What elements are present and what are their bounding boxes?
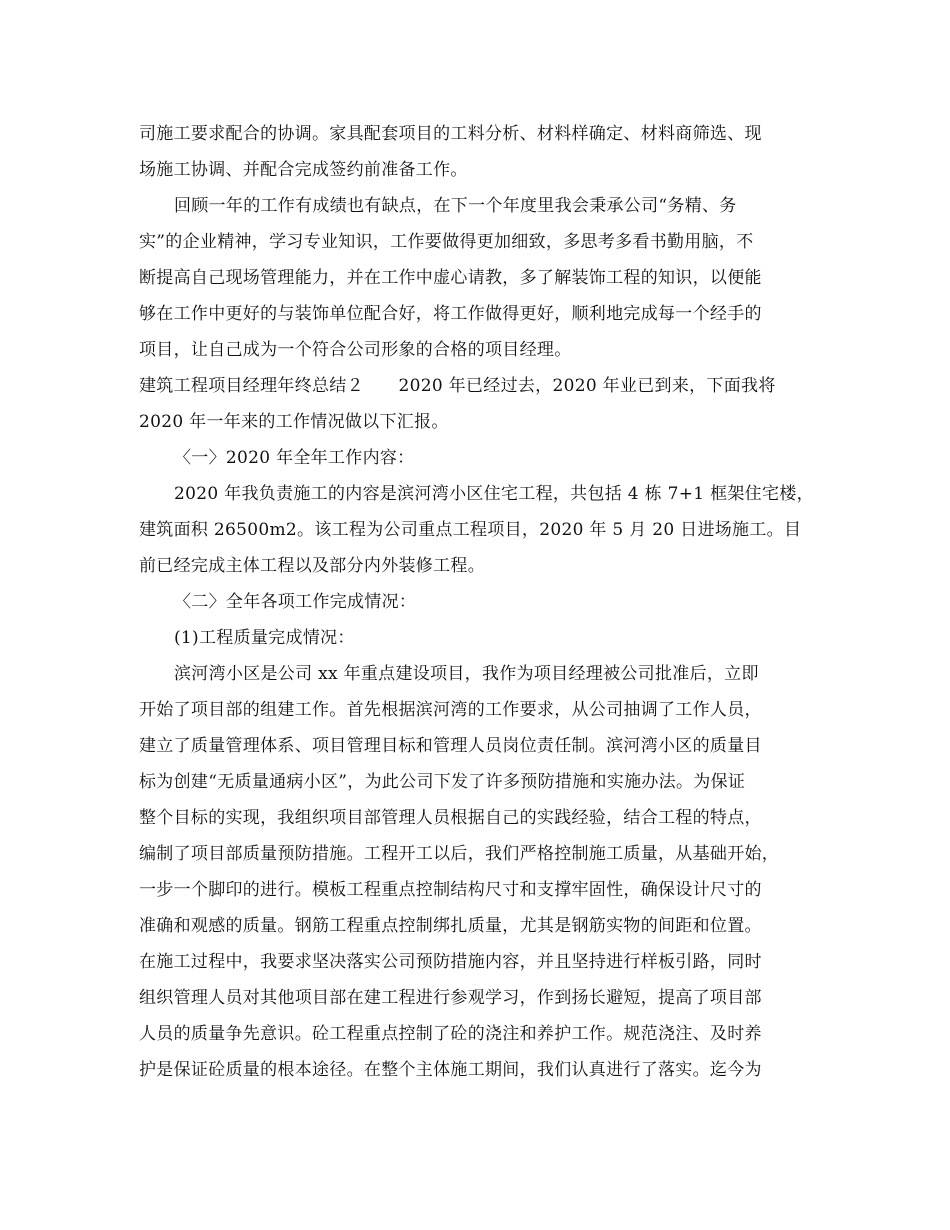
paragraph-line: 护是保证砼质量的根本途径。在整个主体施工期间，我们认真进行了落实。迄今为: [139, 1060, 762, 1080]
paragraph-line: 实”的企业精神，学习专业知识，工作要做得更加细致，多思考多看书勤用脑，不: [139, 232, 754, 252]
paragraph-line: 开始了项目部的组建工作。首先根据滨河湾的工作要求，从公司抽调了工作人员，: [139, 700, 762, 720]
paragraph-line: 建筑面积 26500m2。该工程为公司重点工程项目，2020 年 5 月 20 日进场施工。目: [139, 520, 802, 540]
subheading-line: 〈二〉全年各项工作完成情况：: [174, 592, 417, 612]
paragraph-line: 够在工作中更好的与装饰单位配合好，将工作做得更好，顺利地完成每一个经手的: [139, 304, 762, 324]
paragraph-line: 2020 年一年来的工作情况做以下汇报。: [139, 412, 449, 432]
paragraph-line: 断提高自己现场管理能力，并在工作中虚心请教，多了解装饰工程的知识，以便能: [139, 268, 762, 288]
paragraph-line: 2020 年我负责施工的内容是滨河湾小区住宅工程，共包括 4 栋 7+1 框架住宅楼，: [174, 484, 814, 504]
paragraph-line: 建立了质量管理体系、项目管理目标和管理人员岗位责任制。滨河湾小区的质量目: [139, 736, 762, 756]
paragraph-line: 回顾一年的工作有成绩也有缺点，在下一个年度里我会秉承公司“务精、务: [174, 196, 737, 216]
subheading-line: (1)工程质量完成情况：: [174, 628, 355, 648]
paragraph-line: 人员的质量争先意识。砼工程重点控制了砼的浇注和养护工作。规范浇注、及时养: [139, 1024, 762, 1044]
paragraph-line: 整个目标的实现，我组织项目部管理人员根据自己的实践经验，结合工程的特点，: [139, 808, 762, 828]
subheading-line: 〈一〉2020 年全年工作内容：: [174, 448, 415, 468]
paragraph-line: 司施工要求配合的协调。家具配套项目的工料分析、材料样确定、材料商筛选、现: [139, 124, 762, 144]
section-heading-line: 建筑工程项目经理年终总结２ 2020 年已经过去，2020 年业已到来，下面我将: [139, 376, 776, 396]
paragraph-line: 滨河湾小区是公司 xx 年重点建设项目，我作为项目经理被公司批准后，立即: [174, 664, 759, 684]
paragraph-line: 在施工过程中，我要求坚决落实公司预防措施内容，并且坚持进行样板引路，同时: [139, 952, 762, 972]
paragraph-line: 一步一个脚印的进行。模板工程重点控制结构尺寸和支撑牢固性，确保设计尺寸的: [139, 880, 762, 900]
paragraph-line: 前已经完成主体工程以及部分内外装修工程。: [139, 556, 485, 576]
paragraph-line: 场施工协调、并配合完成签约前准备工作。: [139, 160, 468, 180]
paragraph-line: 组织管理人员对其他项目部在建工程进行参观学习，作到扬长避短，提高了项目部: [139, 988, 762, 1008]
paragraph-line: 准确和观感的质量。钢筋工程重点控制绑扎质量，尤其是钢筋实物的间距和位置。: [139, 916, 762, 936]
paragraph-line: 标为创建“无质量通病小区”，为此公司下发了许多预防措施和实施办法。为保证: [139, 772, 746, 792]
paragraph-line: 项目，让自己成为一个符合公司形象的合格的项目经理。: [139, 340, 572, 360]
paragraph-line: 编制了项目部质量预防措施。工程开工以后，我们严格控制施工质量，从基础开始，: [139, 844, 780, 864]
